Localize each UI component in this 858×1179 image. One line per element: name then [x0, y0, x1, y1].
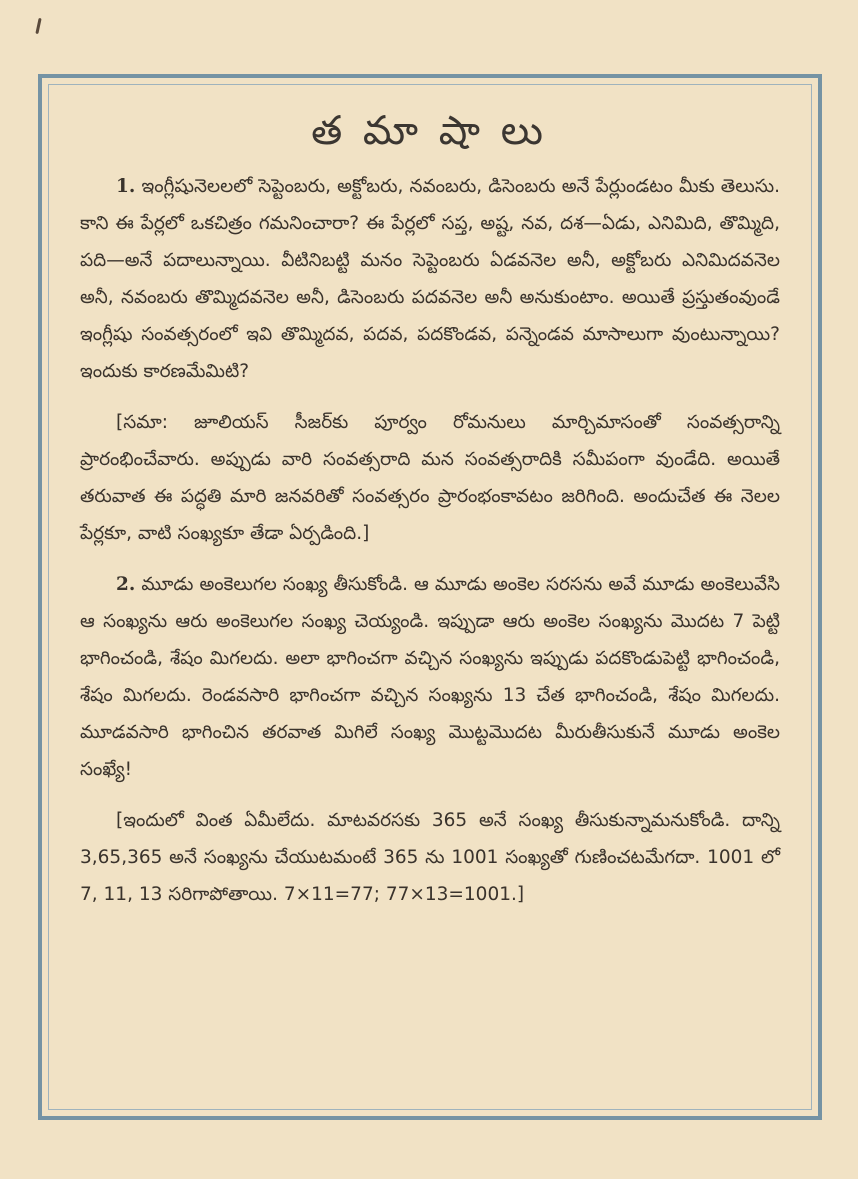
article-body — [80, 168, 780, 913]
puzzle-2 — [80, 566, 780, 788]
puzzle-2-number: 2. — [116, 574, 136, 595]
answer-2-text: [ఇందులో వింత ఏమీలేదు. మాటవరసకు 365 అనే సంఖ్య తీసుకున్నామనుకోండి. దాన్ని 3,65,365 అనే సంఖ్యను చేయుటమంటే 365 ను 1001 సంఖ్యతో గుణించటమేగదా. 1001 లో 7, 11, 13 సరిగాపోతాయి. 7×11=77; 77×13=1001.] — [80, 810, 780, 905]
puzzle-1-number: 1. — [116, 176, 136, 197]
answer-2 — [80, 802, 780, 913]
ink-speck — [35, 18, 41, 34]
answer-1-text: [సమా: జూలియస్ సీజర్‌కు పూర్వం రోమనులు మార్చిమాసంతో సంవత్సరాన్ని ప్రారంభించేవారు. అప్పుడు వారి సంవత్సరాది మన సంవత్సరాదికి సమీపంగా వుండేది. అయితే తరువాత ఈ పద్ధతి మారి జనవరితో సంవత్సరం ప్రారంభంకావటం జరిగింది. అందుచేత ఈ నెలల పేర్లకూ, వాటి సంఖ్యకూ తేడా ఏర్పడింది.] — [80, 412, 780, 544]
puzzle-2-text: మూడు అంకెలుగల సంఖ్య తీసుకోండి. ఆ మూడు అంకెల సరసను అవే మూడు అంకెలువేసి ఆ సంఖ్యను ఆరు అంకెలుగల సంఖ్య చెయ్యండి. ఇప్పుడా ఆరు అంకెల సంఖ్యను మొదట 7 పెట్టి భాగించండి, శేషం మిగలదు. అలా భాగించగా వచ్చిన సంఖ్యను ఇప్పుడు పదకొండుపెట్టి భాగించండి, శేషం మిగలదు. రెండవసారి భాగించగా వచ్చిన సంఖ్యను 13 చేత భాగించండి, శేషం మిగలదు. మూడవసారి భాగించిన తరవాత మిగిలే సంఖ్య మొట్టమొదట మీరుతీసుకునే మూడు అంకెల సంఖ్యే! — [80, 574, 780, 780]
answer-1 — [80, 404, 780, 552]
puzzle-1 — [80, 168, 780, 390]
page-title: త మా షా లు — [311, 108, 547, 154]
puzzle-1-text: ఇంగ్లీషునెలలలో సెప్టెంబరు, అక్టోబరు, నవంబరు, డిసెంబరు అనే పేర్లుండటం మీకు తెలుసు. కాని ఈ పేర్లలో ఒకచిత్రం గమనించారా? ఈ పేర్లలో సప్త, అష్ట, నవ, దశ—ఏడు, ఎనిమిది, తొమ్మిది, పది—అనే పదాలున్నాయి. వీటినిబట్టి మనం సెప్టెంబరు ఏడవనెల అనీ, అక్టోబరు ఎనిమిదవనెల అనీ, నవంబరు తొమ్మిదవనెల అనీ, డిసెంబరు పదవనెల అనీ అనుకుంటాం. అయితే ప్రస్తుతంవుండే ఇంగ్లీషు సంవత్సరంలో ఇవి తొమ్మిదవ, పదవ, పదకొండవ, పన్నెండవ మాసాలుగా వుంటున్నాయి? ఇందుకు కారణమేమిటి? — [80, 176, 780, 382]
